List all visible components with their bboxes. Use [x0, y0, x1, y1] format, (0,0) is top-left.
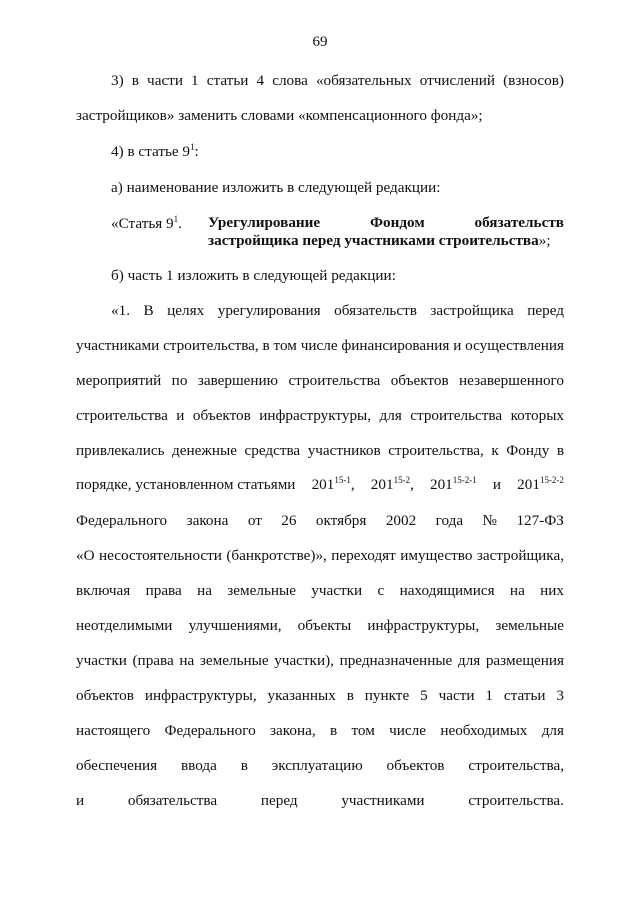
para-line-13: настоящего Федерального закона, в том числе необходимых для [76, 722, 564, 739]
item-4-text: 4) в статье 9 [111, 143, 191, 160]
article-heading-title [208, 214, 564, 250]
para-line-10: неотделимыми улучшениями, объекты инфраструктуры, земельные [76, 617, 564, 634]
para-line-14: обеспечения ввода в эксплуатацию объектов строительства, [76, 757, 564, 774]
page-number: 69 [312, 34, 328, 50]
para-line-2: участниками строительства, в том числе финансирования и осуществления [76, 337, 564, 354]
para-line-6 [76, 475, 564, 495]
para-line-11: участки (права на земельные участки), предназначенные для размещения [76, 652, 564, 669]
para-line-3: мероприятий по завершению строительства объектов незавершенного [76, 372, 564, 389]
para-line-8: «О несостоятельности (банкротстве)», переходят имущество застройщика, [76, 547, 564, 564]
p6-ref-2: 201$^{15-2}$, [370, 475, 414, 493]
article-label-text: «Статья 9 [111, 215, 174, 232]
para-line-9: включая права на земельные участки с находящимися на них [76, 582, 564, 599]
p6-ref-3: 201$^{15-2-1}$ [429, 475, 477, 493]
para-line-12: объектов инфраструктуры, указанных в пункте 5 части 1 статьи 3 [76, 687, 564, 704]
item-4-colon: : [194, 143, 199, 160]
heading-word-1: Урегулирование [208, 214, 321, 231]
heading-word-3: обязательств [474, 214, 564, 231]
article-heading-label [111, 214, 182, 234]
p6-and: и [492, 476, 502, 493]
para-line-1: «1. В целях урегулирования обязательств застройщика перед [111, 302, 564, 319]
para-line-15: и обязательства перед участниками строительства. [76, 792, 564, 809]
heading-word-2: Фондом [369, 214, 425, 231]
item-4 [111, 142, 564, 162]
article-label-sup: 1 [173, 214, 179, 224]
p6-ref-1: 201$^{15-1}$, [311, 475, 355, 493]
item-3-line-1: 3) в части 1 статьи 4 слова «обязательных отчислений (взносов) [111, 72, 564, 89]
heading-line-2: застройщика перед участниками строительства [208, 232, 539, 249]
para-line-4: строительства и объектов инфраструктуры, для строительства которых [76, 407, 564, 424]
item-4-sup: 1 [190, 142, 195, 152]
p6-ref-4: 201$^{15-2-2}$ [517, 475, 564, 493]
para-line-7: Федерального закона от 26 октября 2002 года № 127-ФЗ [76, 512, 564, 529]
item-b: б) часть 1 изложить в следующей редакции: [111, 267, 396, 284]
p6-text: порядке, установленном статьями [76, 476, 296, 493]
para-line-5: привлекались денежные средства участников строительства, к Фонду в [76, 442, 564, 459]
heading-line-2-tail: »; [538, 232, 551, 249]
item-3-line-2: застройщиков» заменить словами «компенсационного фонда»; [76, 107, 483, 124]
article-label-dot: . [178, 215, 182, 232]
item-a: а) наименование изложить в следующей редакции: [111, 179, 441, 196]
